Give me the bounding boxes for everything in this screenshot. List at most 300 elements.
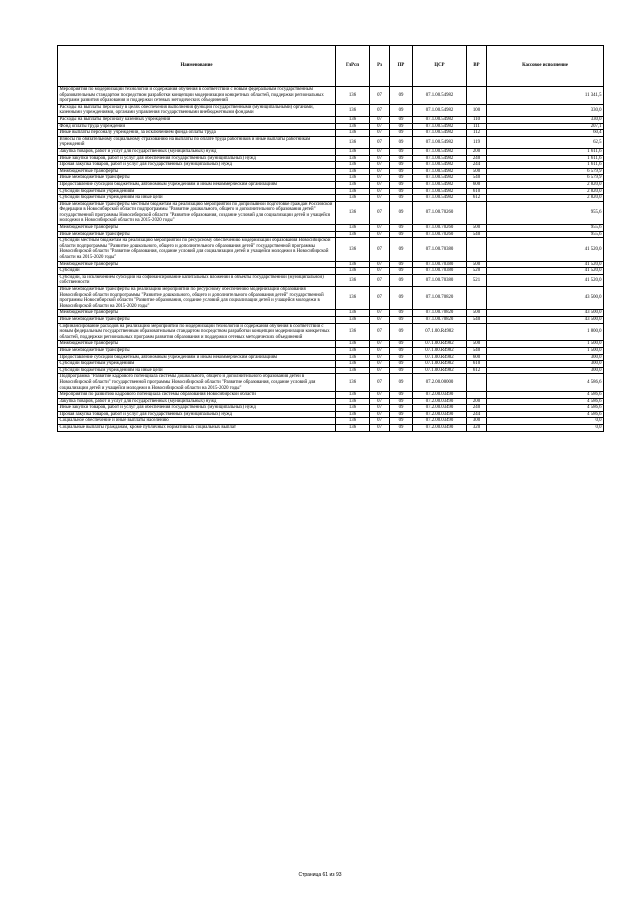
table-row [58, 361, 604, 368]
row-vr: 500 [467, 341, 487, 348]
row-csr: 07.1.00.70380 [413, 268, 467, 275]
row-name: Подпрограмма "Развитие кадрового потенциала системы дошкольного, общего и дополнительного образования детей в Новосибирской области" государственной программы Новосибирской области "Развитие образования, создание условий для социализации детей и учащейся молодежи в Новосибирской области на 2015-2020 годы" [58, 374, 336, 392]
row-csr: 07.1.00.70820 [413, 287, 467, 310]
table-row [58, 195, 604, 202]
header-pr: ПР [390, 46, 413, 87]
row-vr: 500 [467, 225, 487, 232]
row-pr: 09 [390, 268, 413, 275]
row-csr: 07.1.00.R4982 [413, 341, 467, 348]
row-glrsp: 136 [336, 347, 370, 354]
row-amount: 0,0 [487, 418, 604, 425]
table-row [58, 268, 604, 275]
row-rz: 07 [370, 323, 390, 341]
row-glrsp: 136 [336, 168, 370, 175]
row-glrsp: 136 [336, 411, 370, 418]
row-pr: 09 [390, 398, 413, 405]
row-csr: 07.2.00.03490 [413, 411, 467, 418]
row-rz: 07 [370, 238, 390, 261]
row-vr: 244 [467, 411, 487, 418]
row-amount: 41 520,0 [487, 268, 604, 275]
row-pr: 09 [390, 195, 413, 202]
row-glrsp: 136 [336, 201, 370, 224]
row-vr: 612 [467, 367, 487, 374]
row-csr: 07.1.00.70820 [413, 310, 467, 317]
row-amount: 41 520,0 [487, 261, 604, 268]
row-name: Межбюджетные трансферты [58, 310, 336, 317]
row-glrsp: 136 [336, 374, 370, 392]
row-vr: 100 [467, 104, 487, 116]
row-name: Субсидии бюджетным учреждениям на иные цели [58, 195, 336, 202]
table-row [58, 354, 604, 361]
row-pr: 09 [390, 201, 413, 224]
row-vr: 110 [467, 116, 487, 123]
row-glrsp: 136 [336, 231, 370, 238]
row-vr [467, 287, 487, 310]
table-header [58, 46, 604, 87]
table-row [58, 231, 604, 238]
row-name: Софинансирование расходов на реализацию мероприятий по модернизации технологий и содержания обучения в соответствии с новым федеральным государственным образовательным стандартом посредством разработки концепции модернизации конкретных областей, поддержки региональных программ развития образования и поддержки сетевых методических объединений [58, 323, 336, 341]
row-pr: 09 [390, 162, 413, 169]
row-glrsp: 136 [336, 181, 370, 188]
row-csr: 07.1.00.70820 [413, 316, 467, 323]
row-vr: 600 [467, 354, 487, 361]
row-amount: 41 520,0 [487, 238, 604, 261]
row-csr: 07.1.00.54982 [413, 188, 467, 195]
table-row [58, 136, 604, 148]
row-pr: 09 [390, 347, 413, 354]
row-rz: 07 [370, 201, 390, 224]
row-rz: 07 [370, 398, 390, 405]
row-name: Субсидии бюджетным учреждениям на иные цели [58, 367, 336, 374]
row-name: Социальное обеспечение и иные выплаты населению [58, 418, 336, 425]
table-row [58, 287, 604, 310]
row-glrsp: 136 [336, 175, 370, 182]
row-amount: 43 500,0 [487, 310, 604, 317]
table-row [58, 405, 604, 412]
row-vr: 610 [467, 188, 487, 195]
row-vr: 240 [467, 155, 487, 162]
row-vr: 112 [467, 130, 487, 137]
row-pr: 09 [390, 123, 413, 130]
row-amount: 955,6 [487, 231, 604, 238]
table-row [58, 148, 604, 155]
table-row [58, 238, 604, 261]
row-vr: 200 [467, 398, 487, 405]
row-glrsp: 136 [336, 87, 370, 105]
row-rz: 07 [370, 310, 390, 317]
row-glrsp: 136 [336, 367, 370, 374]
row-glrsp: 136 [336, 162, 370, 169]
row-csr: 07.1.00.54982 [413, 104, 467, 116]
row-rz: 07 [370, 287, 390, 310]
row-pr: 09 [390, 361, 413, 368]
row-glrsp: 136 [336, 425, 370, 432]
row-pr: 09 [390, 418, 413, 425]
row-vr [467, 323, 487, 341]
row-csr: 07.1.00.R4982 [413, 323, 467, 341]
row-vr [467, 238, 487, 261]
row-csr: 07.1.00.54982 [413, 195, 467, 202]
row-pr: 09 [390, 310, 413, 317]
row-pr: 09 [390, 374, 413, 392]
table-row [58, 168, 604, 175]
row-vr: 610 [467, 361, 487, 368]
row-amount: 1 611,6 [487, 148, 604, 155]
row-amount: 11 341,5 [487, 87, 604, 105]
row-pr: 09 [390, 367, 413, 374]
row-amount: 43 500,0 [487, 316, 604, 323]
row-pr: 09 [390, 116, 413, 123]
row-vr: 119 [467, 136, 487, 148]
row-csr: 07.1.00.54982 [413, 136, 467, 148]
row-name: Социальные выплаты гражданам, кроме публичных нормативных социальных выплат [58, 425, 336, 432]
row-glrsp: 136 [336, 155, 370, 162]
row-pr: 09 [390, 168, 413, 175]
row-vr: 540 [467, 347, 487, 354]
row-name: Иные закупки товаров, работ и услуг для обеспечения государственных (муниципальных) нужд [58, 405, 336, 412]
row-name: Расходы на выплаты персоналу в целях обеспечения выполнения функций государственными (муниципальными) органами, казенными учреждениями, органами управления государственными внебюджетными фондами [58, 104, 336, 116]
row-csr: 07.2.00.03490 [413, 418, 467, 425]
row-vr: 612 [467, 195, 487, 202]
row-glrsp: 136 [336, 136, 370, 148]
row-name: Предоставление субсидий бюджетным, автономным учреждениям и иным некоммерческим организациям [58, 181, 336, 188]
table-row [58, 425, 604, 432]
row-amount: 1 500,0 [487, 347, 604, 354]
row-glrsp: 136 [336, 316, 370, 323]
row-vr [467, 201, 487, 224]
row-rz: 07 [370, 87, 390, 105]
row-name: Иные межбюджетные трансферты [58, 175, 336, 182]
row-glrsp: 136 [336, 225, 370, 232]
table-row [58, 130, 604, 137]
row-name: Субсидии [58, 268, 336, 275]
row-amount: 4 586,6 [487, 411, 604, 418]
row-vr: 500 [467, 310, 487, 317]
row-amount: 6 579,9 [487, 175, 604, 182]
row-amount: 1 500,0 [487, 341, 604, 348]
row-name: Иные межбюджетные трансферты местным бюджетам на реализацию мероприятий по допризывной подготовке граждан Российской Федерации в Новосибирской области подпрограммы "Развитие дошкольного, общего и дополнительного образования детей" государственной программы Новосибирской области "Развитие образования, создание условий для социализации детей и учащейся молодежи в Новосибирской области на 2015-2020 годы" [58, 201, 336, 224]
table-row [58, 392, 604, 399]
row-csr: 07.2.00.03490 [413, 405, 467, 412]
row-glrsp: 136 [336, 323, 370, 341]
row-vr: 240 [467, 405, 487, 412]
table-row [58, 274, 604, 286]
table-body [58, 87, 604, 432]
row-amount: 1 611,6 [487, 155, 604, 162]
row-amount: 4 586,6 [487, 398, 604, 405]
row-glrsp: 136 [336, 123, 370, 130]
row-amount: 207,1 [487, 123, 604, 130]
row-rz: 07 [370, 411, 390, 418]
row-vr: 600 [467, 181, 487, 188]
row-glrsp: 136 [336, 392, 370, 399]
row-glrsp: 136 [336, 195, 370, 202]
row-csr: 07.1.00.54982 [413, 116, 467, 123]
row-pr: 09 [390, 231, 413, 238]
row-csr: 07.1.00.R4982 [413, 361, 467, 368]
row-pr: 09 [390, 323, 413, 341]
row-csr: 07.1.00.54982 [413, 162, 467, 169]
row-name: Иные межбюджетные трансферты на реализацию мероприятий по ресурсному обеспечению модернизации образования Новосибирской области подпрограммы "Развитие дошкольного, общего и дополнительного образования детей" государственной программы Новосибирской области "Развитие образования, создание условий для социализации детей и учащейся молодежи в Новосибирской области на 2015-2020 годы" [58, 287, 336, 310]
row-vr: 500 [467, 261, 487, 268]
table-row [58, 347, 604, 354]
row-rz: 07 [370, 418, 390, 425]
row-name: Взносы по обязательному социальному страхованию на выплаты по оплате труда работников и иные выплаты работникам учреждений [58, 136, 336, 148]
row-glrsp: 136 [336, 130, 370, 137]
row-rz: 07 [370, 104, 390, 116]
table-row [58, 225, 604, 232]
row-amount: 62,5 [487, 136, 604, 148]
row-glrsp: 136 [336, 261, 370, 268]
header-name: Наименование [58, 46, 336, 87]
row-name: Субсидии, за исключением субсидий на софинансирование капитальных вложений в объекты государственной (муниципальной) собственности [58, 274, 336, 286]
row-csr: 07.1.00.R4982 [413, 347, 467, 354]
row-rz: 07 [370, 181, 390, 188]
row-pr: 09 [390, 181, 413, 188]
row-amount: 330,0 [487, 116, 604, 123]
row-amount: 41 520,0 [487, 274, 604, 286]
row-glrsp: 136 [336, 238, 370, 261]
row-csr: 07.2.00.00000 [413, 374, 467, 392]
table-row [58, 341, 604, 348]
row-rz: 07 [370, 367, 390, 374]
row-amount: 4 586,6 [487, 405, 604, 412]
row-glrsp: 136 [336, 418, 370, 425]
row-name: Межбюджетные трансферты [58, 261, 336, 268]
row-rz: 07 [370, 405, 390, 412]
row-vr [467, 392, 487, 399]
row-amount: 300,0 [487, 354, 604, 361]
table-row [58, 323, 604, 341]
header-csr: ЦСР [413, 46, 467, 87]
row-amount: 955,6 [487, 201, 604, 224]
row-amount: 1 800,0 [487, 323, 604, 341]
row-name: Мероприятия по модернизации технологий и содержания обучения в соответствии с новым федеральным государственным образовательным стандартом посредством разработки концепции модернизации конкретных областей, поддержки региональных программ развития образования и поддержки сетевых методических объединений [58, 87, 336, 105]
row-pr: 09 [390, 136, 413, 148]
row-rz: 07 [370, 116, 390, 123]
row-rz: 07 [370, 374, 390, 392]
row-rz: 07 [370, 225, 390, 232]
row-csr: 07.1.00.R4982 [413, 367, 467, 374]
row-name: Расходы на выплаты персоналу казенных учреждений [58, 116, 336, 123]
row-vr: 540 [467, 316, 487, 323]
row-rz: 07 [370, 261, 390, 268]
table-row [58, 261, 604, 268]
row-csr: 07.1.00.70380 [413, 238, 467, 261]
row-rz: 07 [370, 274, 390, 286]
row-pr: 09 [390, 316, 413, 323]
row-pr: 09 [390, 104, 413, 116]
row-amount: 6 579,9 [487, 168, 604, 175]
row-csr: 07.1.00.54982 [413, 87, 467, 105]
header-amount: Кассовое исполнение [487, 46, 604, 87]
table-row [58, 162, 604, 169]
row-glrsp: 136 [336, 398, 370, 405]
row-name: Прочая закупка товаров, работ и услуг для государственных (муниципальных) нужд [58, 162, 336, 169]
row-amount: 2 820,0 [487, 195, 604, 202]
row-rz: 07 [370, 268, 390, 275]
row-vr: 300 [467, 418, 487, 425]
row-pr: 09 [390, 354, 413, 361]
row-amount: 300,0 [487, 367, 604, 374]
row-name: Субсидии бюджетным учреждениям [58, 188, 336, 195]
row-name: Межбюджетные трансферты [58, 225, 336, 232]
row-amount: 43 500,0 [487, 287, 604, 310]
row-name: Межбюджетные трансферты [58, 168, 336, 175]
row-name: Закупка товаров, работ и услуг для государственных (муниципальных) нужд [58, 148, 336, 155]
row-glrsp: 136 [336, 116, 370, 123]
table-row [58, 123, 604, 130]
row-rz: 07 [370, 175, 390, 182]
row-amount: 300,0 [487, 361, 604, 368]
row-csr: 07.1.00.54982 [413, 175, 467, 182]
row-rz: 07 [370, 316, 390, 323]
table-row [58, 411, 604, 418]
row-vr: 540 [467, 175, 487, 182]
row-vr: 200 [467, 148, 487, 155]
row-pr: 09 [390, 148, 413, 155]
row-pr: 09 [390, 87, 413, 105]
row-pr: 09 [390, 130, 413, 137]
row-amount: 4 586,6 [487, 392, 604, 399]
row-pr: 09 [390, 287, 413, 310]
row-vr: 320 [467, 425, 487, 432]
row-csr: 07.1.00.70260 [413, 201, 467, 224]
header-vr: ВР [467, 46, 487, 87]
row-name: Предоставление субсидий бюджетным, автономным учреждениям и иным некоммерческим организациям [58, 354, 336, 361]
table-row [58, 87, 604, 105]
table-row [58, 116, 604, 123]
row-csr: 07.1.00.70380 [413, 261, 467, 268]
row-amount: 955,6 [487, 225, 604, 232]
row-name: Иные межбюджетные трансферты [58, 231, 336, 238]
row-csr: 07.2.00.03490 [413, 425, 467, 432]
table-row [58, 181, 604, 188]
row-pr: 09 [390, 188, 413, 195]
row-glrsp: 136 [336, 268, 370, 275]
row-amount: 330,0 [487, 104, 604, 116]
row-amount: 60,4 [487, 130, 604, 137]
row-rz: 07 [370, 188, 390, 195]
row-pr: 09 [390, 274, 413, 286]
row-vr: 520 [467, 268, 487, 275]
table-row [58, 201, 604, 224]
table-row [58, 155, 604, 162]
row-csr: 07.2.00.03490 [413, 392, 467, 399]
row-csr: 07.2.00.03490 [413, 398, 467, 405]
row-csr: 07.1.00.70260 [413, 231, 467, 238]
row-rz: 07 [370, 425, 390, 432]
row-vr [467, 374, 487, 392]
row-pr: 09 [390, 341, 413, 348]
row-rz: 07 [370, 123, 390, 130]
row-rz: 07 [370, 361, 390, 368]
row-csr: 07.1.00.70380 [413, 274, 467, 286]
row-name: Иные межбюджетные трансферты [58, 316, 336, 323]
row-pr: 09 [390, 175, 413, 182]
budget-table [57, 45, 604, 432]
row-glrsp: 136 [336, 188, 370, 195]
table-row [58, 398, 604, 405]
row-glrsp: 136 [336, 341, 370, 348]
row-amount: 1 611,6 [487, 162, 604, 169]
page-footer: Страница 61 из 93 [298, 872, 342, 878]
row-name: Иные выплаты персоналу учреждений, за исключением фонда оплаты труда [58, 130, 336, 137]
table-row [58, 188, 604, 195]
row-name: Межбюджетные трансферты [58, 341, 336, 348]
row-rz: 07 [370, 195, 390, 202]
row-amount: 4 586,6 [487, 374, 604, 392]
row-rz: 07 [370, 155, 390, 162]
row-glrsp: 136 [336, 354, 370, 361]
row-glrsp: 136 [336, 274, 370, 286]
header-row [58, 46, 604, 87]
row-amount: 0,0 [487, 425, 604, 432]
row-pr: 09 [390, 238, 413, 261]
row-pr: 09 [390, 392, 413, 399]
row-glrsp: 136 [336, 104, 370, 116]
row-name: Субсидии бюджетным учреждениям [58, 361, 336, 368]
row-csr: 07.1.00.70260 [413, 225, 467, 232]
row-rz: 07 [370, 148, 390, 155]
row-name: Мероприятия по развитию кадрового потенциала системы образования Новосибирской области [58, 392, 336, 399]
row-name: Прочая закупка товаров, работ и услуг для государственных (муниципальных) нужд [58, 411, 336, 418]
row-glrsp: 136 [336, 287, 370, 310]
row-glrsp: 136 [336, 148, 370, 155]
row-vr: 500 [467, 168, 487, 175]
row-name: Иные закупки товаров, работ и услуг для обеспечения государственных (муниципальных) нужд [58, 155, 336, 162]
table-row [58, 374, 604, 392]
row-vr [467, 87, 487, 105]
row-csr: 07.1.00.R4982 [413, 354, 467, 361]
row-rz: 07 [370, 354, 390, 361]
row-pr: 09 [390, 155, 413, 162]
row-csr: 07.1.00.54982 [413, 155, 467, 162]
table-row [58, 367, 604, 374]
row-name: Закупка товаров, работ и услуг для государственных (муниципальных) нужд [58, 398, 336, 405]
row-vr: 244 [467, 162, 487, 169]
table-row [58, 175, 604, 182]
row-name: Фонд оплаты труда учреждений [58, 123, 336, 130]
row-rz: 07 [370, 341, 390, 348]
row-csr: 07.1.00.54982 [413, 123, 467, 130]
row-pr: 09 [390, 261, 413, 268]
table-row [58, 418, 604, 425]
row-rz: 07 [370, 231, 390, 238]
row-rz: 07 [370, 168, 390, 175]
row-amount: 2 820,0 [487, 181, 604, 188]
row-csr: 07.1.00.54982 [413, 130, 467, 137]
header-rz: Рз [370, 46, 390, 87]
row-name: Субсидии местным бюджетам на реализацию мероприятий по ресурсному обеспечению модернизации образования Новосибирской области подпрограммы "Развитие дошкольного, общего и дополнительного образования детей" государственной программы Новосибирской области "Развитие образования, создание условий для социализации детей и учащейся молодежи в Новосибирской области на 2015-2020 годы" [58, 238, 336, 261]
row-pr: 09 [390, 411, 413, 418]
table-row [58, 104, 604, 116]
row-rz: 07 [370, 392, 390, 399]
row-glrsp: 136 [336, 405, 370, 412]
header-glrsp: ГлРсп [336, 46, 370, 87]
row-pr: 09 [390, 225, 413, 232]
row-rz: 07 [370, 347, 390, 354]
row-amount: 2 820,0 [487, 188, 604, 195]
row-vr: 111 [467, 123, 487, 130]
row-pr: 09 [390, 425, 413, 432]
row-csr: 07.1.00.54982 [413, 148, 467, 155]
row-vr: 521 [467, 274, 487, 286]
row-rz: 07 [370, 130, 390, 137]
row-name: Иные межбюджетные трансферты [58, 347, 336, 354]
row-glrsp: 136 [336, 361, 370, 368]
row-vr: 540 [467, 231, 487, 238]
